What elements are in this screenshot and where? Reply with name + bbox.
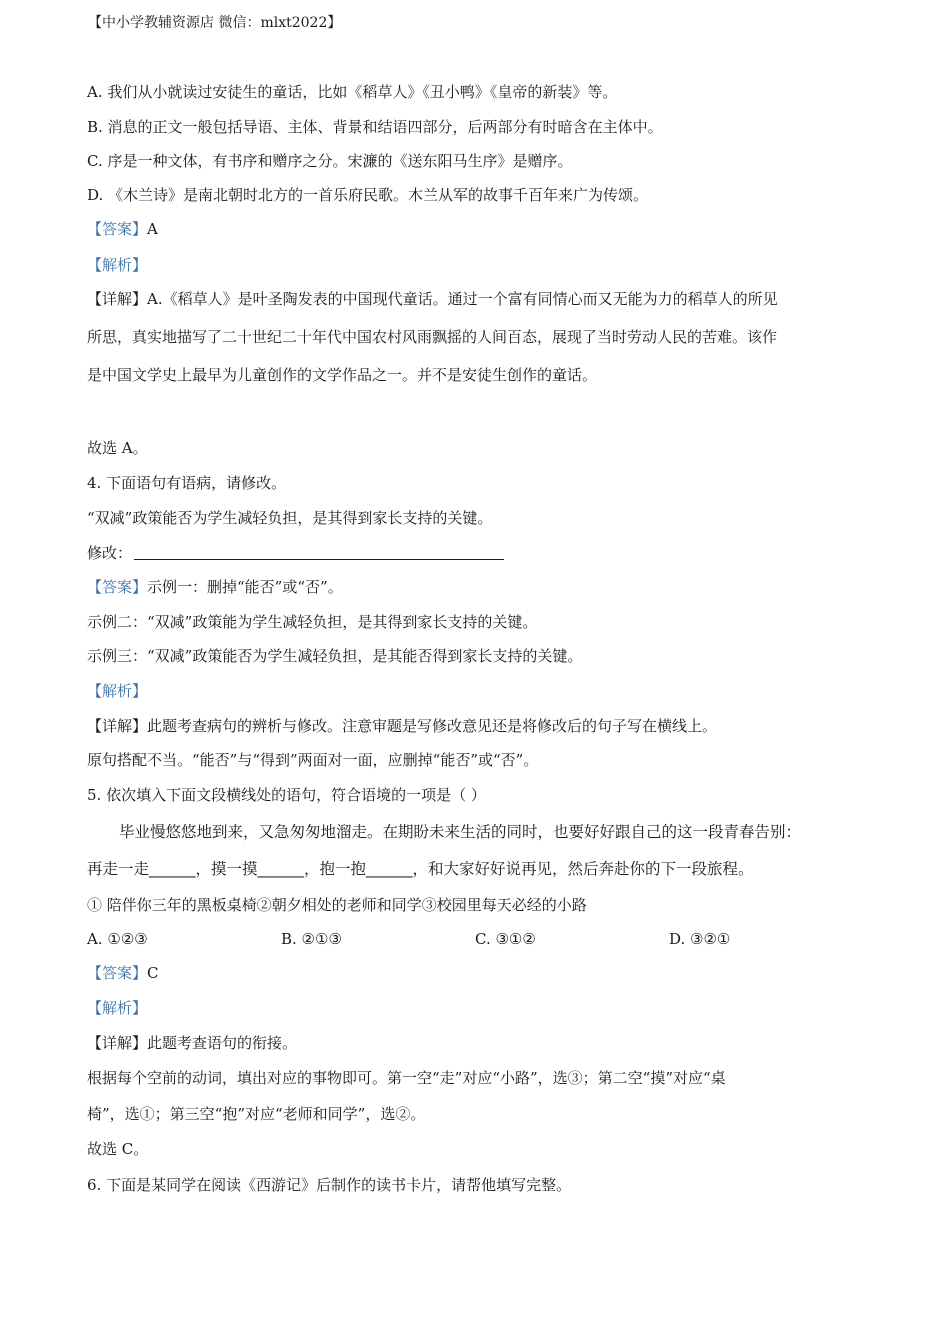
q3-option-d: D. 《木兰诗》是南北朝时北方的一首乐府民歌。木兰从军的故事千百年来广为传颂。 bbox=[87, 186, 649, 204]
q3-answer bbox=[87, 219, 158, 239]
answer-text: 示例一：删掉“能否”或“否”。 bbox=[147, 578, 343, 596]
q3-option-c: C. 序是一种文体，有书序和赠序之分。宋濂的《送东阳马生序》是赠序。 bbox=[87, 152, 573, 170]
q5-stem: 5. 依次填入下面文段横线处的语句，符合语境的一项是（ ） bbox=[87, 786, 486, 804]
q3-analysis-tag: 【解析】 bbox=[87, 256, 148, 274]
q5-option-b: B. ②①③ bbox=[281, 930, 342, 948]
q4-answer-3: 示例三：“双减”政策能否为学生减轻负担，是其能否得到家长支持的关键。 bbox=[87, 647, 583, 665]
detail-text: 此题考查语句的衔接。 bbox=[147, 1034, 298, 1052]
q5-answer bbox=[87, 963, 159, 983]
q3-detail-line-1 bbox=[87, 289, 778, 309]
q4-detail-1 bbox=[87, 716, 717, 736]
q4-fix-line bbox=[87, 543, 504, 563]
q3-detail-line-3: 是中国文学史上最早为儿童创作的文学作品之一。并不是安徒生创作的童话。 bbox=[87, 366, 598, 384]
q4-stem: 4. 下面语句有语病，请修改。 bbox=[87, 474, 287, 492]
q5-passage-line-2: 再走一走______，摸一摸______，抱一抱______，和大家好好说再见，然后奔赴你的下一段旅程。 bbox=[87, 860, 754, 878]
q5-option-c: C. ③①② bbox=[475, 930, 536, 948]
answer-value: C bbox=[147, 964, 159, 982]
q3-detail-line-2: 所思，真实地描写了二十世纪二十年代中国农村风雨飘摇的人间百态，展现了当时劳动人民的苦难。该作 bbox=[87, 328, 778, 346]
detail-text: A.《稻草人》是叶圣陶发表的中国现代童话。通过一个富有同情心而又无能为力的稻草人的所见 bbox=[147, 290, 778, 308]
detail-tag: 【详解】 bbox=[87, 290, 148, 308]
answer-tag: 【答案】 bbox=[87, 220, 148, 238]
q5-detail-2: 根据每个空前的动词，填出对应的事物即可。第一空“走”对应“小路”，选③；第二空“摸”对应“桌 bbox=[87, 1069, 726, 1087]
q5-option-a: A. ①②③ bbox=[87, 930, 148, 948]
answer-tag: 【答案】 bbox=[87, 578, 148, 596]
q4-analysis-tag: 【解析】 bbox=[87, 682, 148, 700]
q4-answer-2: 示例二：“双减”政策能为学生减轻负担，是其得到家长支持的关键。 bbox=[87, 613, 538, 631]
q3-conclusion: 故选 A。 bbox=[87, 439, 148, 457]
q5-conclusion: 故选 C。 bbox=[87, 1140, 149, 1158]
q4-sentence: “双减”政策能否为学生减轻负担，是其得到家长支持的关键。 bbox=[87, 509, 493, 527]
q5-detail-1 bbox=[87, 1033, 297, 1053]
q5-items: ① 陪伴你三年的黑板桌椅②朝夕相处的老师和同学③校园里每天必经的小路 bbox=[87, 896, 587, 914]
answer-tag: 【答案】 bbox=[87, 964, 148, 982]
detail-tag: 【详解】 bbox=[87, 1034, 148, 1052]
detail-text: 此题考查病句的辨析与修改。注意审题是写修改意见还是将修改后的句子写在横线上。 bbox=[147, 717, 718, 735]
q6-stem: 6. 下面是某同学在阅读《西游记》后制作的读书卡片，请帮他填写完整。 bbox=[87, 1176, 572, 1194]
q3-option-a: A. 我们从小就读过安徒生的童话，比如《稻草人》《丑小鸭》《皇帝的新装》等。 bbox=[87, 83, 618, 101]
q5-option-d: D. ③②① bbox=[669, 930, 731, 948]
q5-detail-3: 椅”，选①；第三空“抱”对应“老师和同学”，选②。 bbox=[87, 1105, 426, 1123]
page-header: 【中小学教辅资源店 微信：mlxt2022】 bbox=[88, 15, 342, 31]
answer-value: A bbox=[147, 220, 158, 238]
answer-blank bbox=[134, 544, 504, 560]
fix-label: 修改： bbox=[87, 544, 133, 562]
detail-tag: 【详解】 bbox=[87, 717, 148, 735]
q5-passage-line-1: 毕业慢悠悠地到来，又急匆匆地溜走。在期盼未来生活的同时，也要好好跟自己的这一段青春告别： bbox=[119, 823, 802, 841]
q5-analysis-tag: 【解析】 bbox=[87, 999, 148, 1017]
q4-detail-2: 原句搭配不当。“能否”与“得到”两面对一面，应删掉“能否”或“否”。 bbox=[87, 751, 539, 769]
q4-answer-1 bbox=[87, 577, 343, 597]
q3-option-b: B. 消息的正文一般包括导语、主体、背景和结语四部分，后两部分有时暗含在主体中。 bbox=[87, 118, 663, 136]
